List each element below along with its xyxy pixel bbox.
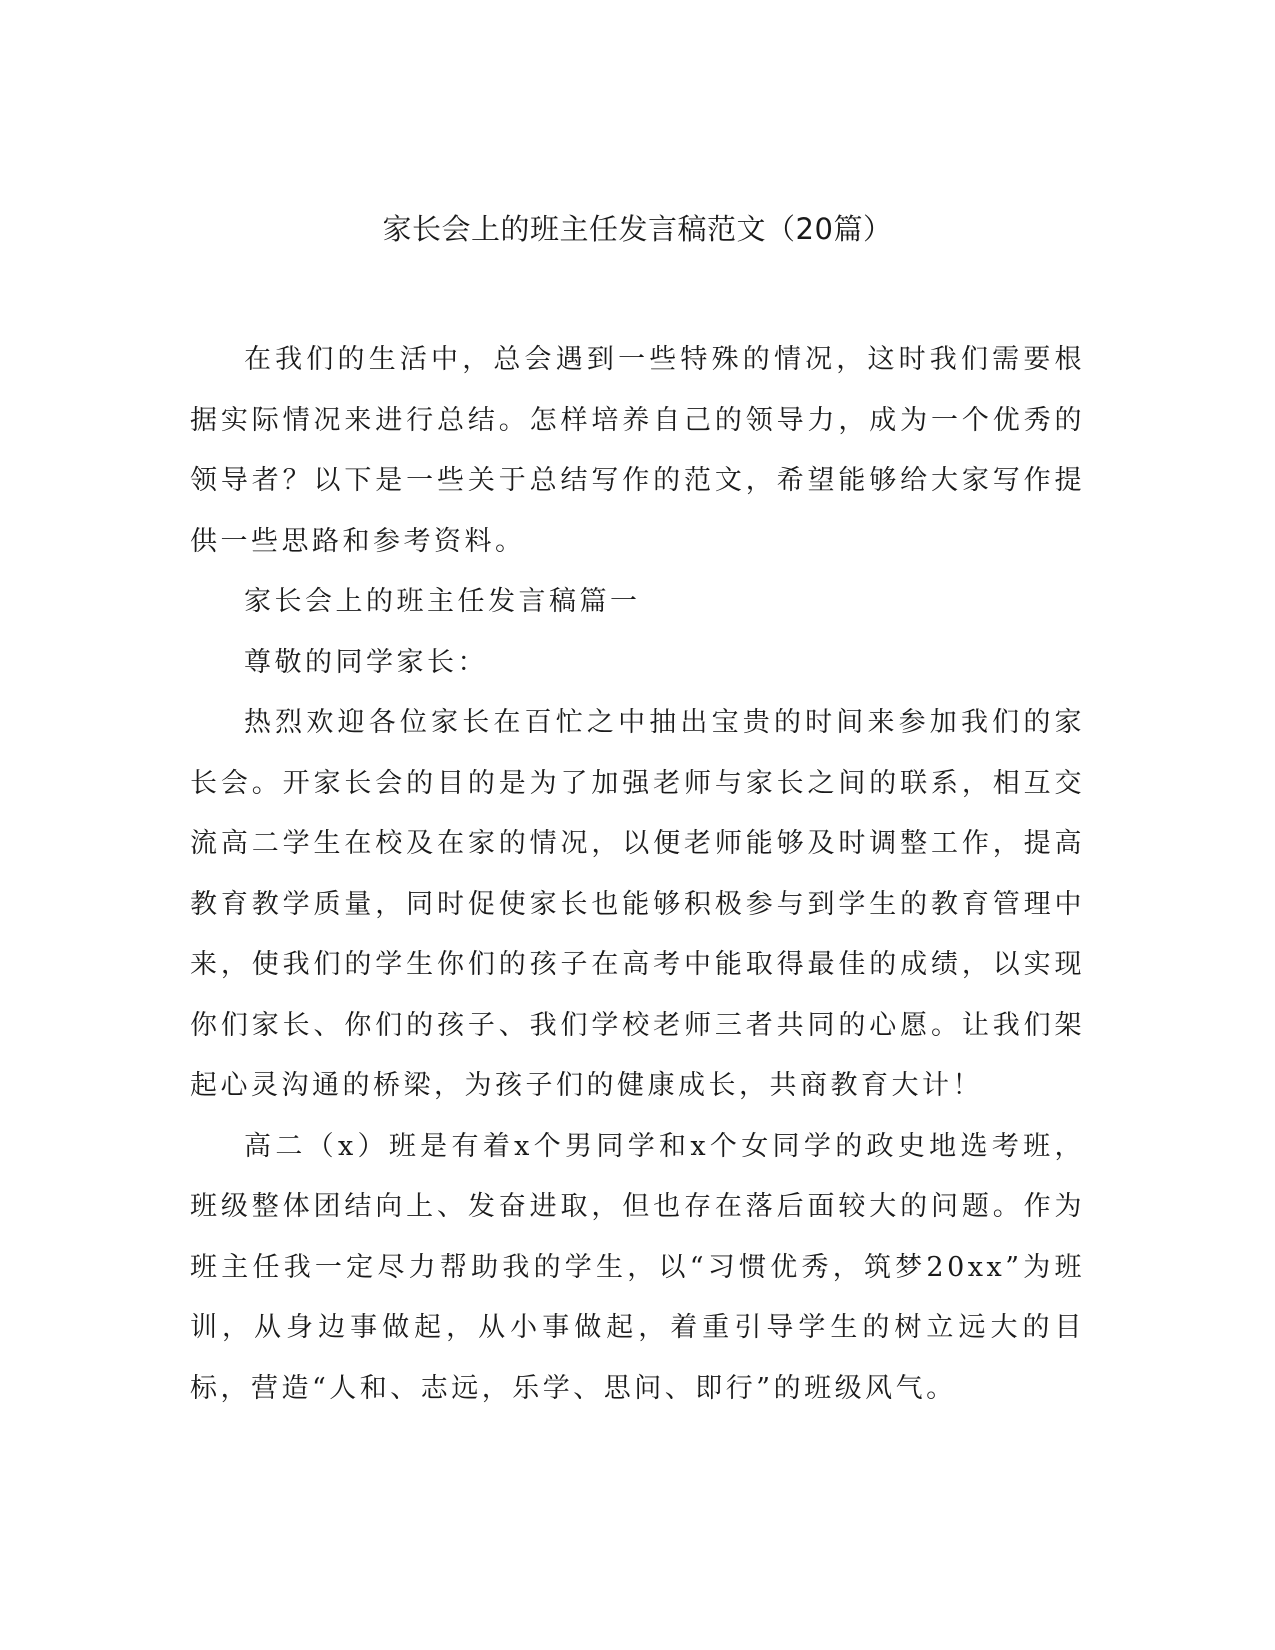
salutation: 尊敬的同学家长：	[244, 646, 488, 678]
document-body	[190, 330, 1085, 1419]
body-paragraph: 高二（x）班是有着x个男同学和x个女同学的政史地选考班，班级整体团结向上、发奋进取，但也存在落后面较大的问题。作为班主任我一定尽力帮助我的学生，以“习惯优秀，筑梦20xx”为班训，从身边事做起，从小事做起，着重引导学生的树立远大的目标，营造“人和、志远，乐学、思问、即行”的班级风气。	[190, 1130, 1085, 1404]
document-title: 家长会上的班主任发言稿范文（20篇）	[382, 212, 893, 246]
section-heading: 家长会上的班主任发言稿篇一	[244, 586, 641, 617]
body-paragraph: 热烈欢迎各位家长在百忙之中抽出宝贵的时间来参加我们的家长会。开家长会的目的是为了加强老师与家长之间的联系，相互交流高二学生在校及在家的情况，以便老师能够及时调整工作，提高教育教学质量，同时促使家长也能够积极参与到学生的教育管理中来，使我们的学生你们的孩子在高考中能取得最佳的成绩，以实现你们家长、你们的孩子、我们学校老师三者共同的心愿。让我们架起心灵沟通的桥梁，为孩子们的健康成长，共商教育大计！	[190, 707, 1085, 1101]
intro-paragraph: 在我们的生活中，总会遇到一些特殊的情况，这时我们需要根据实际情况来进行总结。怎样培养自己的领导力，成为一个优秀的领导者？以下是一些关于总结写作的范文，希望能够给大家写作提供一些思路和参考资料。	[190, 344, 1085, 557]
